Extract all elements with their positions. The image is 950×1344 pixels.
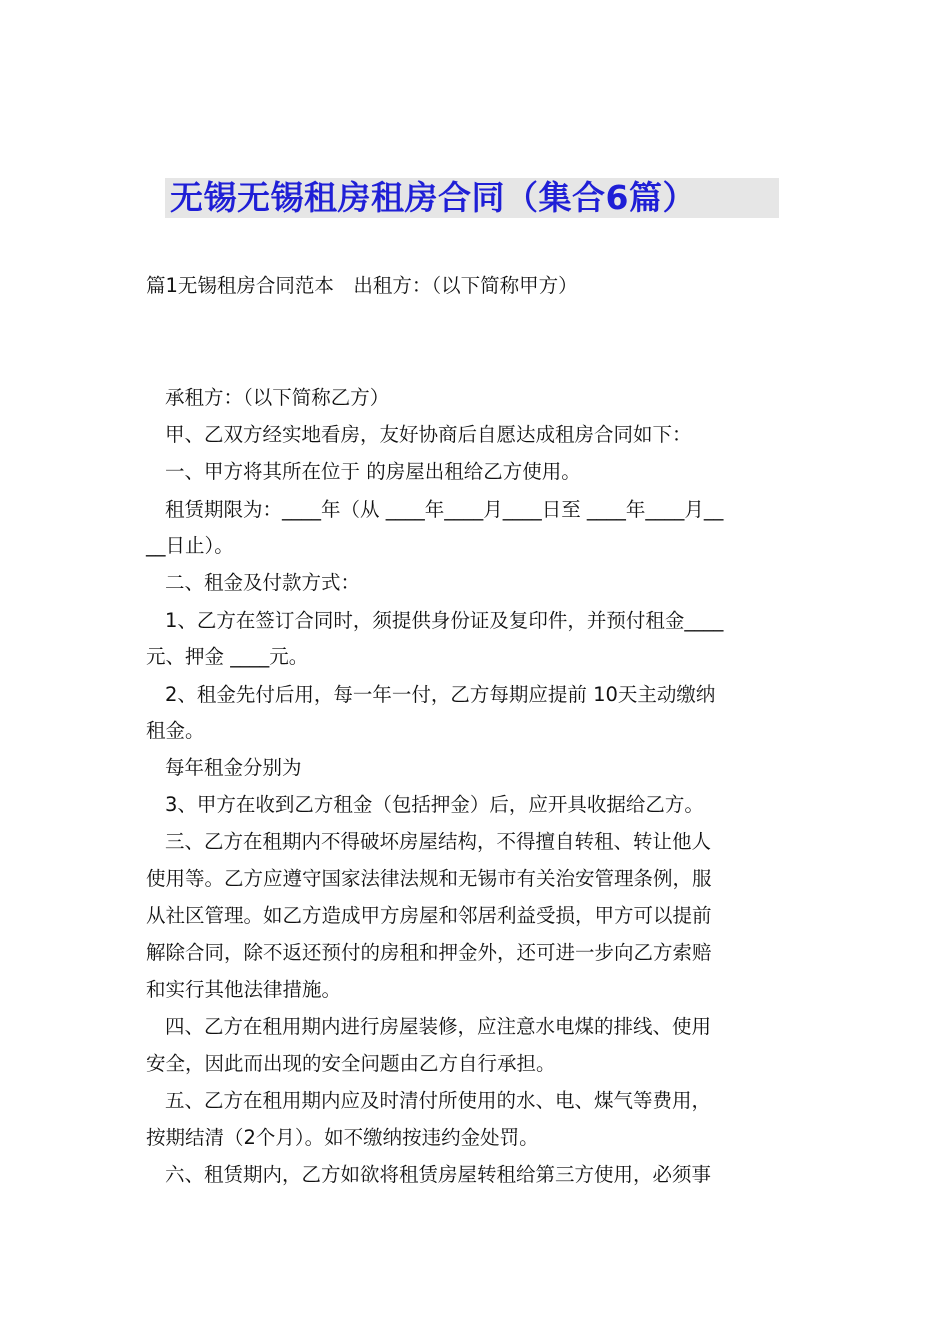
paragraph: 1、乙方在签订合同时，须提供身份证及复印件，并预付租金____: [165, 609, 724, 632]
paragraph: 和实行其他法律措施。: [146, 978, 342, 1001]
paragraph: 安全，因此而出现的安全问题由乙方自行承担。: [146, 1052, 556, 1075]
paragraph: 甲、乙双方经实地看房，友好协商后自愿达成租房合同如下：: [165, 423, 692, 446]
paragraph: 每年租金分别为: [165, 756, 302, 779]
paragraph: 五、乙方在租用期内应及时清付所使用的水、电、煤气等费用，: [165, 1089, 712, 1112]
paragraph: 承租方：（以下简称乙方）: [165, 386, 390, 409]
paragraph: 一、甲方将其所在位于 的房屋出租给乙方使用。: [165, 460, 581, 483]
paragraph: 租赁期限为：____年（从 ____年____月____日至 ____年____月__: [165, 498, 724, 521]
paragraph: 从社区管理。如乙方造成甲方房屋和邻居利益受损，甲方可以提前: [146, 904, 712, 927]
paragraph: 四、乙方在租用期内进行房屋装修，应注意水电煤的排线、使用: [165, 1015, 712, 1038]
paragraph: 二、租金及付款方式：: [165, 571, 361, 594]
paragraph: 解除合同，除不返还预付的房租和押金外，还可进一步向乙方索赔: [146, 941, 712, 964]
document-title: 无锡无锡租房租房合同（集合6篇）: [170, 178, 696, 217]
paragraph: 按期结清（2个月）。如不缴纳按违约金处罚。: [146, 1126, 539, 1149]
paragraph: 2、租金先付后用，每一年一付，乙方每期应提前 10天主动缴纳: [165, 683, 716, 706]
paragraph: 租金。: [146, 719, 205, 742]
paragraph: 三、乙方在租期内不得破坏房屋结构，不得擅自转租、转让他人: [165, 830, 712, 853]
paragraph: 六、租赁期内，乙方如欲将租赁房屋转租给第三方使用，必须事: [165, 1163, 712, 1186]
paragraph: __日止）。: [146, 534, 234, 557]
paragraph: 篇1无锡租房合同范本 出租方：（以下简称甲方）: [146, 274, 578, 297]
paragraph: 3、甲方在收到乙方租金（包括押金）后，应开具收据给乙方。: [165, 793, 704, 816]
paragraph: 使用等。乙方应遵守国家法律法规和无锡市有关治安管理条例，服: [146, 867, 712, 890]
paragraph: 元、押金 ____元。: [146, 645, 309, 668]
